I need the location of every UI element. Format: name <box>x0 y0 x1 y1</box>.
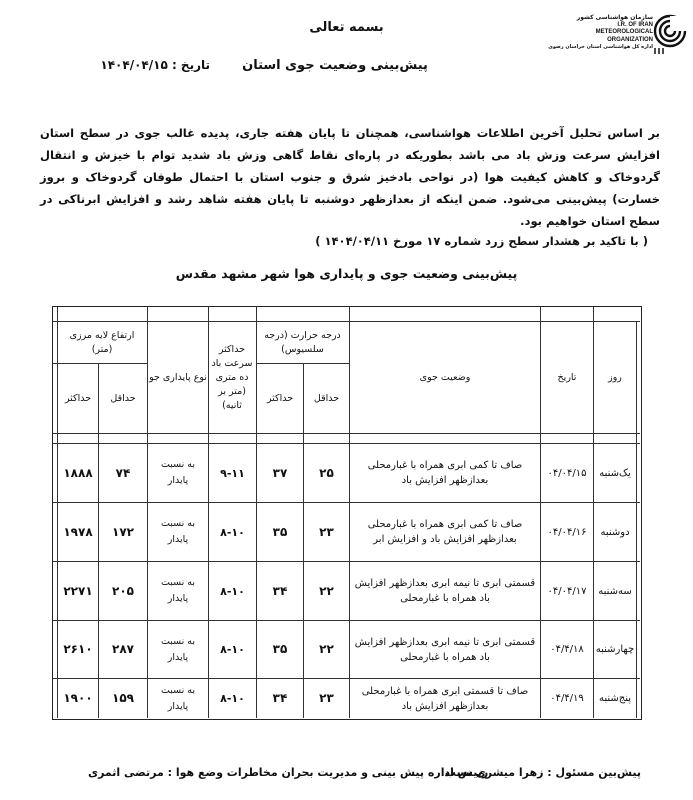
cell-temp-min: ۲۳ <box>319 691 334 705</box>
header-stability: نوع پایداری جو <box>149 371 207 383</box>
logo-emblem-icon <box>653 14 687 54</box>
cell-date: ۰۴/۰۴/۱۵ <box>547 467 587 479</box>
document-title: پیش‌بینی وضعیت جوی استان <box>242 58 428 73</box>
header-temp-max: حداکثر <box>266 392 294 404</box>
cell-temp-max: ۳۷ <box>272 465 288 480</box>
bismillah-heading: بسمه تعالی <box>309 20 384 35</box>
cell-stability: به نسبت پایدار <box>160 577 196 604</box>
cell-stability: به نسبت پایدار <box>160 518 196 545</box>
cell-bl-max: ۲۶۱۰ <box>63 642 93 656</box>
cell-bl-min: ۲۰۵ <box>112 583 134 598</box>
cell-temp-min: ۲۳ <box>319 524 334 539</box>
cell-date: ۰۴/۰۴/۱۷ <box>547 585 587 597</box>
cell-wind: ۸-۱۰ <box>220 692 245 705</box>
cell-wind: ۸-۱۰ <box>220 584 245 598</box>
department-head-signature: رییس اداره پیش بینی و مدیریت بحران مخاطرات وضع هوا : مرتضی اثمری <box>88 766 489 779</box>
cell-temp-min: ۲۲ <box>319 583 334 598</box>
cell-weather: صاف تا کمی ابری همراه با غبارمحلی بعدازظهر افزایش باد <box>367 460 523 486</box>
cell-weather: صاف تا کمی ابری همراه با غبارمحلی بعدازظهر افزایش باد و افزایش ابر <box>367 519 523 545</box>
cell-day: سه‌شنبه <box>598 585 632 597</box>
cell-bl-min: ۱۵۹ <box>112 691 134 705</box>
meteorological-organization-logo <box>548 14 687 76</box>
header-boundary-layer: ارتفاع لایه مرزی (متر) <box>69 329 135 355</box>
cell-temp-min: ۲۲ <box>319 642 334 656</box>
cell-weather: قسمتی ابری تا نیمه ابری بعدازظهر افزایش باد همراه با غبارمحلی <box>354 636 536 663</box>
cell-bl-min: ۷۴ <box>115 465 131 480</box>
header-date: تاریخ <box>557 371 577 383</box>
forecast-table <box>52 306 642 720</box>
cell-weather: صاف تا قسمتی ابری همراه با غبارمحلی بعدازظهر افزایش باد <box>361 685 529 712</box>
cell-stability: به نسبت پایدار <box>160 635 196 663</box>
header-day: روز <box>608 371 622 383</box>
cell-wind: ۸-۱۰ <box>220 643 245 656</box>
intro-paragraph: بر اساس تحلیل آخرین اطلاعات هواشناسی، همچنان تا پایان هفته جاری، پدیده غالب جوی در سطح استان افزایش سرعت وزش باد می باشد بطوریکه در پاره‌ای نقاط گاهی وزش باد شدید توام با خیزش و انتقال گردوخاک و کاهش کیفیت هوا (در نواحی بادخیز شرق و جنوب استان با احتمال طوفان گردوخاک و بروز خسارت) پیش‌بینی می‌شود. ضمن اینکه از بعدازظهر دوشنبه تا پایان هفته شاهد رشد و افزایش ابرناکی در سطح استان خواهیم بود. <box>40 126 660 228</box>
table-title: پیش‌بینی وضعیت جوی و پایداری هوا شهر مشهد مقدس <box>175 266 518 281</box>
cell-temp-max: ۳۴ <box>272 583 288 598</box>
warning-note: ( با تاکید بر هشدار سطح زرد شماره ۱۷ مورخ ۱۴۰۴/۰۴/۱۱ ) <box>315 234 648 248</box>
cell-day: چهارشنبه <box>595 644 635 655</box>
cell-wind: ۸-۱۰ <box>220 525 245 539</box>
cell-day: دوشنبه <box>600 526 630 538</box>
cell-date: ۰۴/۰۴/۱۶ <box>547 526 587 538</box>
cell-bl-max: ۱۹۰۰ <box>63 691 93 705</box>
cell-day: پنج‌شنبه <box>598 693 632 704</box>
cell-day: یک‌شنبه <box>599 467 631 479</box>
cell-wind: ۹-۱۱ <box>220 466 245 480</box>
cell-date: ۰۴/۴/۱۹ <box>550 693 584 704</box>
cell-date: ۰۴/۴/۱۸ <box>550 644 584 655</box>
cell-bl-min: ۱۷۲ <box>112 524 134 539</box>
document-date: تاریخ : ۱۴۰۴/۰۴/۱۵ <box>100 58 210 72</box>
header-wind: حداکثر سرعت باد ده متری (متر بر ثانیه) <box>211 343 253 411</box>
cell-stability: به نسبت پایدار <box>160 459 196 486</box>
cell-bl-max: ۱۸۸۸ <box>63 465 93 480</box>
cell-temp-min: ۲۵ <box>319 465 334 480</box>
header-weather: وضعیت جوی <box>419 371 471 383</box>
cell-temp-max: ۳۵ <box>272 642 288 656</box>
header-temp-min: حداقل <box>313 392 340 404</box>
cell-temp-max: ۳۴ <box>272 691 288 705</box>
cell-bl-min: ۲۸۷ <box>112 642 134 656</box>
header-temperature: درجه حرارت (درجه سلسیوس) <box>264 329 341 355</box>
cell-temp-max: ۳۵ <box>272 524 288 539</box>
logo-text: سازمان هواشناسی کشور I.R. OF IRAN METEOROLOGICAL ORGANIZATION اداره کل هواشناسی استان خراسان رضوی <box>548 14 653 50</box>
cell-weather: قسمتی ابری تا نیمه ابری بعدازظهر افزایش باد همراه با غبارمحلی <box>354 578 536 604</box>
header-bl-max: حداکثر <box>64 392 92 404</box>
cell-stability: به نسبت پایدار <box>160 684 196 712</box>
cell-bl-max: ۲۲۷۱ <box>63 583 93 598</box>
header-bl-min: حداقل <box>110 392 136 404</box>
cell-bl-max: ۱۹۷۸ <box>63 524 93 539</box>
forecaster-signature: پیش‌بین مسئول : زهرا میشری نسب <box>444 766 641 779</box>
